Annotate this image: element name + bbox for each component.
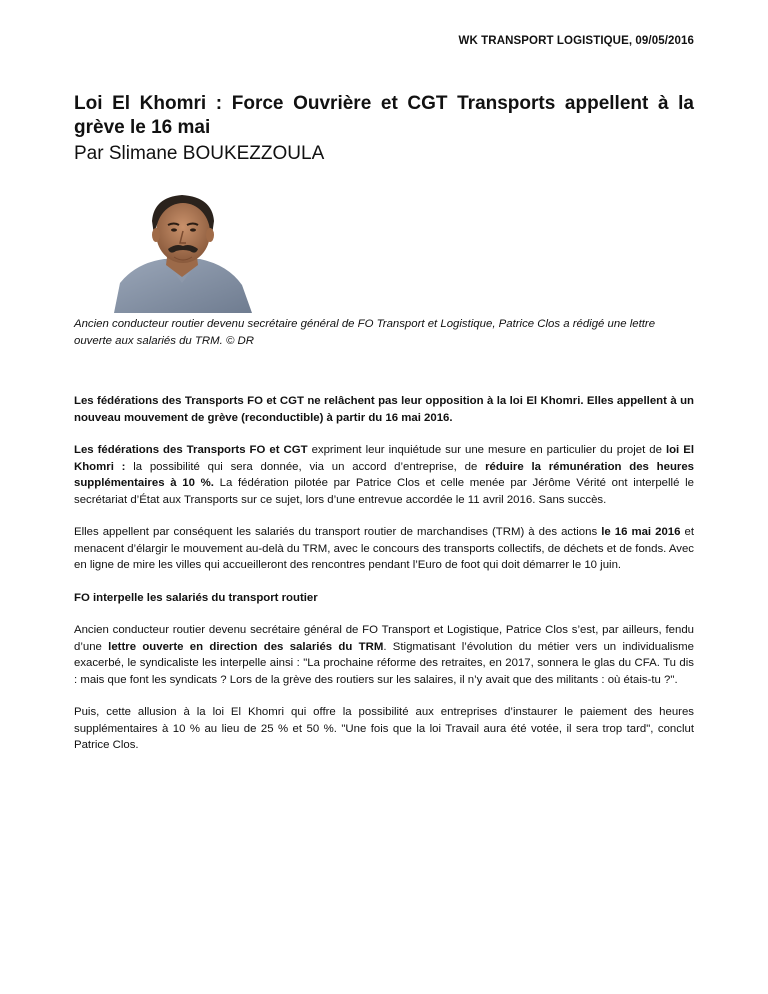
article-lead: Les fédérations des Transports FO et CGT ne relâchent pas leur opposition à la loi El Khomri. Elles appellent à un nouveau mouvement de grève (reconductible) à partir du 16 mai 2016. [74, 395, 694, 424]
paragraph-1 [74, 442, 694, 508]
p2-bold-1: le 16 mai 2016 [601, 526, 681, 538]
p3-bold-1: lettre ouverte en direction des salariés du TRM [108, 640, 384, 653]
p1-bold-2: loi El Khomri : [74, 444, 694, 473]
article-byline: Par Slimane BOUKEZZOULA [74, 143, 325, 164]
portrait-photo-icon [106, 191, 258, 313]
p2-text-2: et menacent d’élargir le mouvement au-delà du TRM, avec le concours des transports collectifs, de déchets et de fonds. Avec en ligne de mire les villes qui accueilleront des rencontres pendant l’Euro de foot qui doit démarrer le 10 juin. [74, 526, 694, 571]
p1-text-1: expriment leur inquiétude sur une mesure en particulier du projet de [307, 444, 666, 456]
p3-text-1: Ancien conducteur routier devenu secrétaire général de FO Transport et Logistique, Patrice Clos s’est, par ailleurs, fendu d’une [74, 624, 694, 653]
paragraph-3 [74, 622, 694, 688]
article-body [74, 393, 694, 770]
photo-caption: Ancien conducteur routier devenu secrétaire général de FO Transport et Logistique, Patrice Clos a rédigé une lettre ouverte aux salariés du TRM. © DR [74, 318, 656, 347]
p1-text-3: La fédération pilotée par Patrice Clos et celle menée par Jérôme Vérité ont interpellé le secrétariat d’État aux Transports sur ce sujet, lors d’une entrevue accordée le 11 avril 2016. Sans succès. [74, 477, 694, 506]
paragraph-4: Puis, cette allusion à la loi El Khomri qui offre la possibilité aux entreprises d’instaurer le paiement des heures supplémentaires à 10 % au lieu de 25 % et 50 %. "Une fois que la loi Travail aura été votée, il sera trop tard", conclut Patrice Clos. [74, 706, 694, 751]
p1-text-2: la possibilité qui sera donnée, via un accord d’entreprise, de [125, 460, 486, 473]
p2-text-1: Elles appellent par conséquent les salariés du transport routier de marchandises (TRM) à des actions [74, 526, 602, 538]
p3-text-2: . Stigmatisant l’évolution du métier vers un individualisme exacerbé, le syndicaliste les interpelle ainsi : "La prochaine réforme des retraites, en 2017, sonnera le glas du CFA. Tu dis : mais que font les syndicats ? Lors de la grève des routiers sur les salaires, il n’y avait que des militants : où étais-tu ?". [74, 640, 694, 686]
p1-bold-1: Les fédérations des Transports FO et CGT [74, 444, 308, 456]
paragraph-2 [74, 524, 694, 574]
section-subhead: FO interpelle les salariés du transport routier [74, 591, 318, 604]
p1-bold-3: réduire la rémunération des heures supplémentaires à 10 %. [74, 460, 695, 489]
article-title: Loi El Khomri : Force Ouvrière et CGT Transports appellent à la grève le 16 mai [74, 93, 694, 138]
portrait-photo [106, 191, 258, 313]
source-header: WK TRANSPORT LOGISTIQUE, 09/05/2016 [458, 35, 694, 47]
